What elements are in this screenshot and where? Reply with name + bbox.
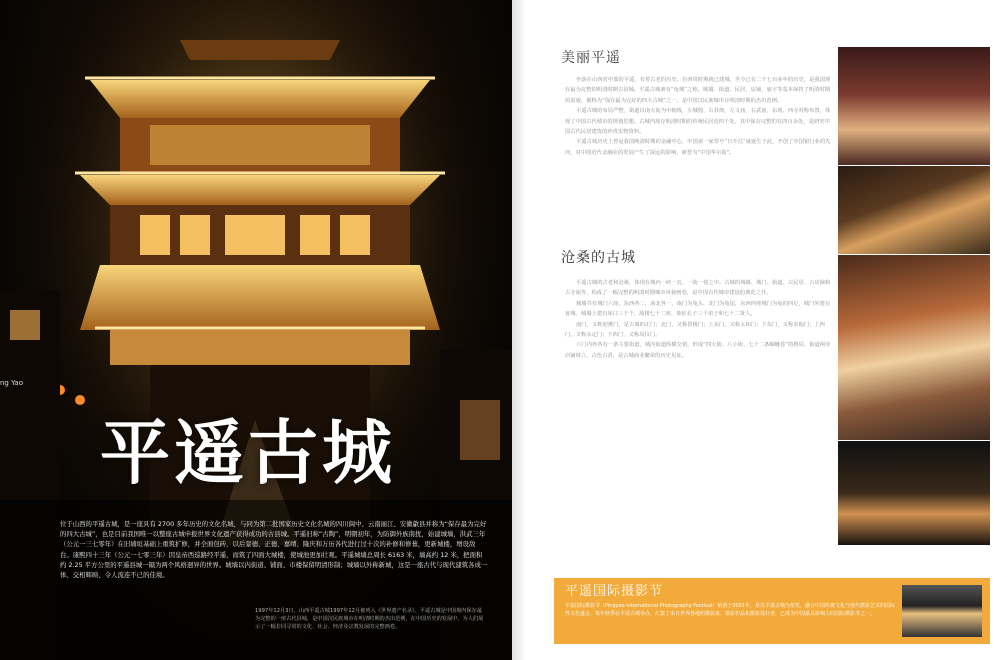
festival-title: 平遥国际摄影节 <box>565 584 664 599</box>
paragraph: 南门，又称迎薰门，是古城的正门；北门，又称拱极门；上东门，又称太和门；下东门，又称亲翰门；上西门，又称永定门；下西门，又称凤仪门。 <box>565 321 825 339</box>
paragraph: 城墙共有城门六座，东西各二，南北各一，南门为龟头，北门为龟尾，东西四座城门为龟的四足，城门外建有瓮城，城墙上建有垛口三千个，敌楼七十二座，象征孔子三千弟子和七十二贤人。 <box>565 300 831 318</box>
page-title: 平遥古城 <box>100 411 396 494</box>
photo-column <box>838 47 990 545</box>
side-caption: ng Yao <box>0 379 23 387</box>
paragraph: 坐落在山西省中部的平遥，有着古老的历史，自西周时期就已建城，至今已有二千七百多年的历史，是我国现存最为完整的明清时期古县城。平遥古城素有“龟城”之称，城墙、街道、民居、店铺、庙宇等基本保持了明清时期的原貌，被称为“保存最为完好的四大古城”之一，是中国汉民族城市在明清时期的杰出范例。 <box>565 77 831 104</box>
paragraph: 平遥古城的古老和沧桑，体现在城内一砖一瓦、一街一巷之中。古城的城墙、城门、街道、古民居、古店铺和古寺庙等，构成了一幅完整的明清时期城市风貌画卷，是中国古代城市建设的典范之作。 <box>565 280 831 297</box>
section-body-2 <box>565 278 833 361</box>
festival-photo <box>902 585 982 637</box>
page-gutter <box>512 0 526 660</box>
photo-street-lanterns <box>838 47 990 165</box>
intro-paragraph: 位于山西的平遥古城，是一座具有 2700 多年历史的文化名城，与同为第二批国家历史文化名城的四川阆中、云南丽江、安徽歙县并称为“保存最为完好的四大古城”，也是目前我国唯一以整座古城申报世界文化遗产获得成功的古县城。平遥旧称“古陶”，明朝初年，为防御外族南扰，始建城墙，洪武三年（公元一三七零年）在旧墙垣基础上重筑扩修，并全面包砖，以后景德、正德、嘉靖、隆庆和万历各代进行过十次的补修和修葺，更新城楼，增设敌台。康熙四十三年（公元一七零三年）因皇帝西巡路经平遥，而筑了四面大城楼，使城池更加壮观。平遥城墙总周长 6163 米，墙高约 12 米，把面积约 2.25 平方公里的平遥县城一隔为两个风格迥异的世界。城墙以内街道、铺面、市楼保留明清形制；城墙以外称新城，这是一座古代与现代建筑各成一体、交相辉映、令人流连不已的佳境。 <box>60 520 488 580</box>
photo-caption: 1997年12月3日，山西平遥古城1997年12月被列入《世界遗产名录》。平遥古城是中国境内保存最为完整的一座古代县城，是中国汉民族城市在明清时期的杰出范例，在中国历史的发展中，为人们展示了一幅非同寻常的文化、社会、经济及宗教发展的完整画卷。 <box>255 608 484 630</box>
paragraph: 六门内外各有一条主要街道，城内街道纵横交错，形成“四大街、八小街、七十二条蚰蜒巷”的格局，街道两旁店铺林立，古色古香，是古城商业繁荣的历史见证。 <box>565 342 831 359</box>
festival-body: 平遥国际摄影节（Pingyao International Photography Festival）始创于2001年，是以平遥古城为依托，融合中国传统文化与现代摄影艺术的国际性文化盛会，每年秋季在平遥古城举办，汇集了来自世界各地的摄影家、摄影作品和摄影爱好者，已成为中国最具影响力的国际摄影节之一。 <box>565 603 896 617</box>
section-body-1 <box>565 75 833 158</box>
photo-night-street <box>838 441 990 545</box>
photo-courtyard <box>838 255 990 440</box>
section-title-ancient-city: 沧桑的古城 <box>561 250 636 266</box>
paragraph: 平遥古城的布局严整，街道以南大街为中轴线，左城隍、右县衙，左文庙、右武庙，东观、西寺对称布置，体现了中国古代城市的规划思想。古城内现存明清时期的传统民居近四千处，其中保存完整的有四百余处，是研究中国古代民居建筑的珍贵实物资料。 <box>565 108 831 136</box>
paragraph: 平遥古城历史上曾是我国晚清时期的金融中心，中国第一家票号“日升昌”就诞生于此，开创了中国银行业的先河，对中国近代金融业的发展产生了深远的影响，被誉为“中国华尔街”。 <box>565 139 831 156</box>
section-title-beautiful-pingyao: 美丽平遥 <box>561 50 621 66</box>
photo-shopfronts <box>838 166 990 254</box>
